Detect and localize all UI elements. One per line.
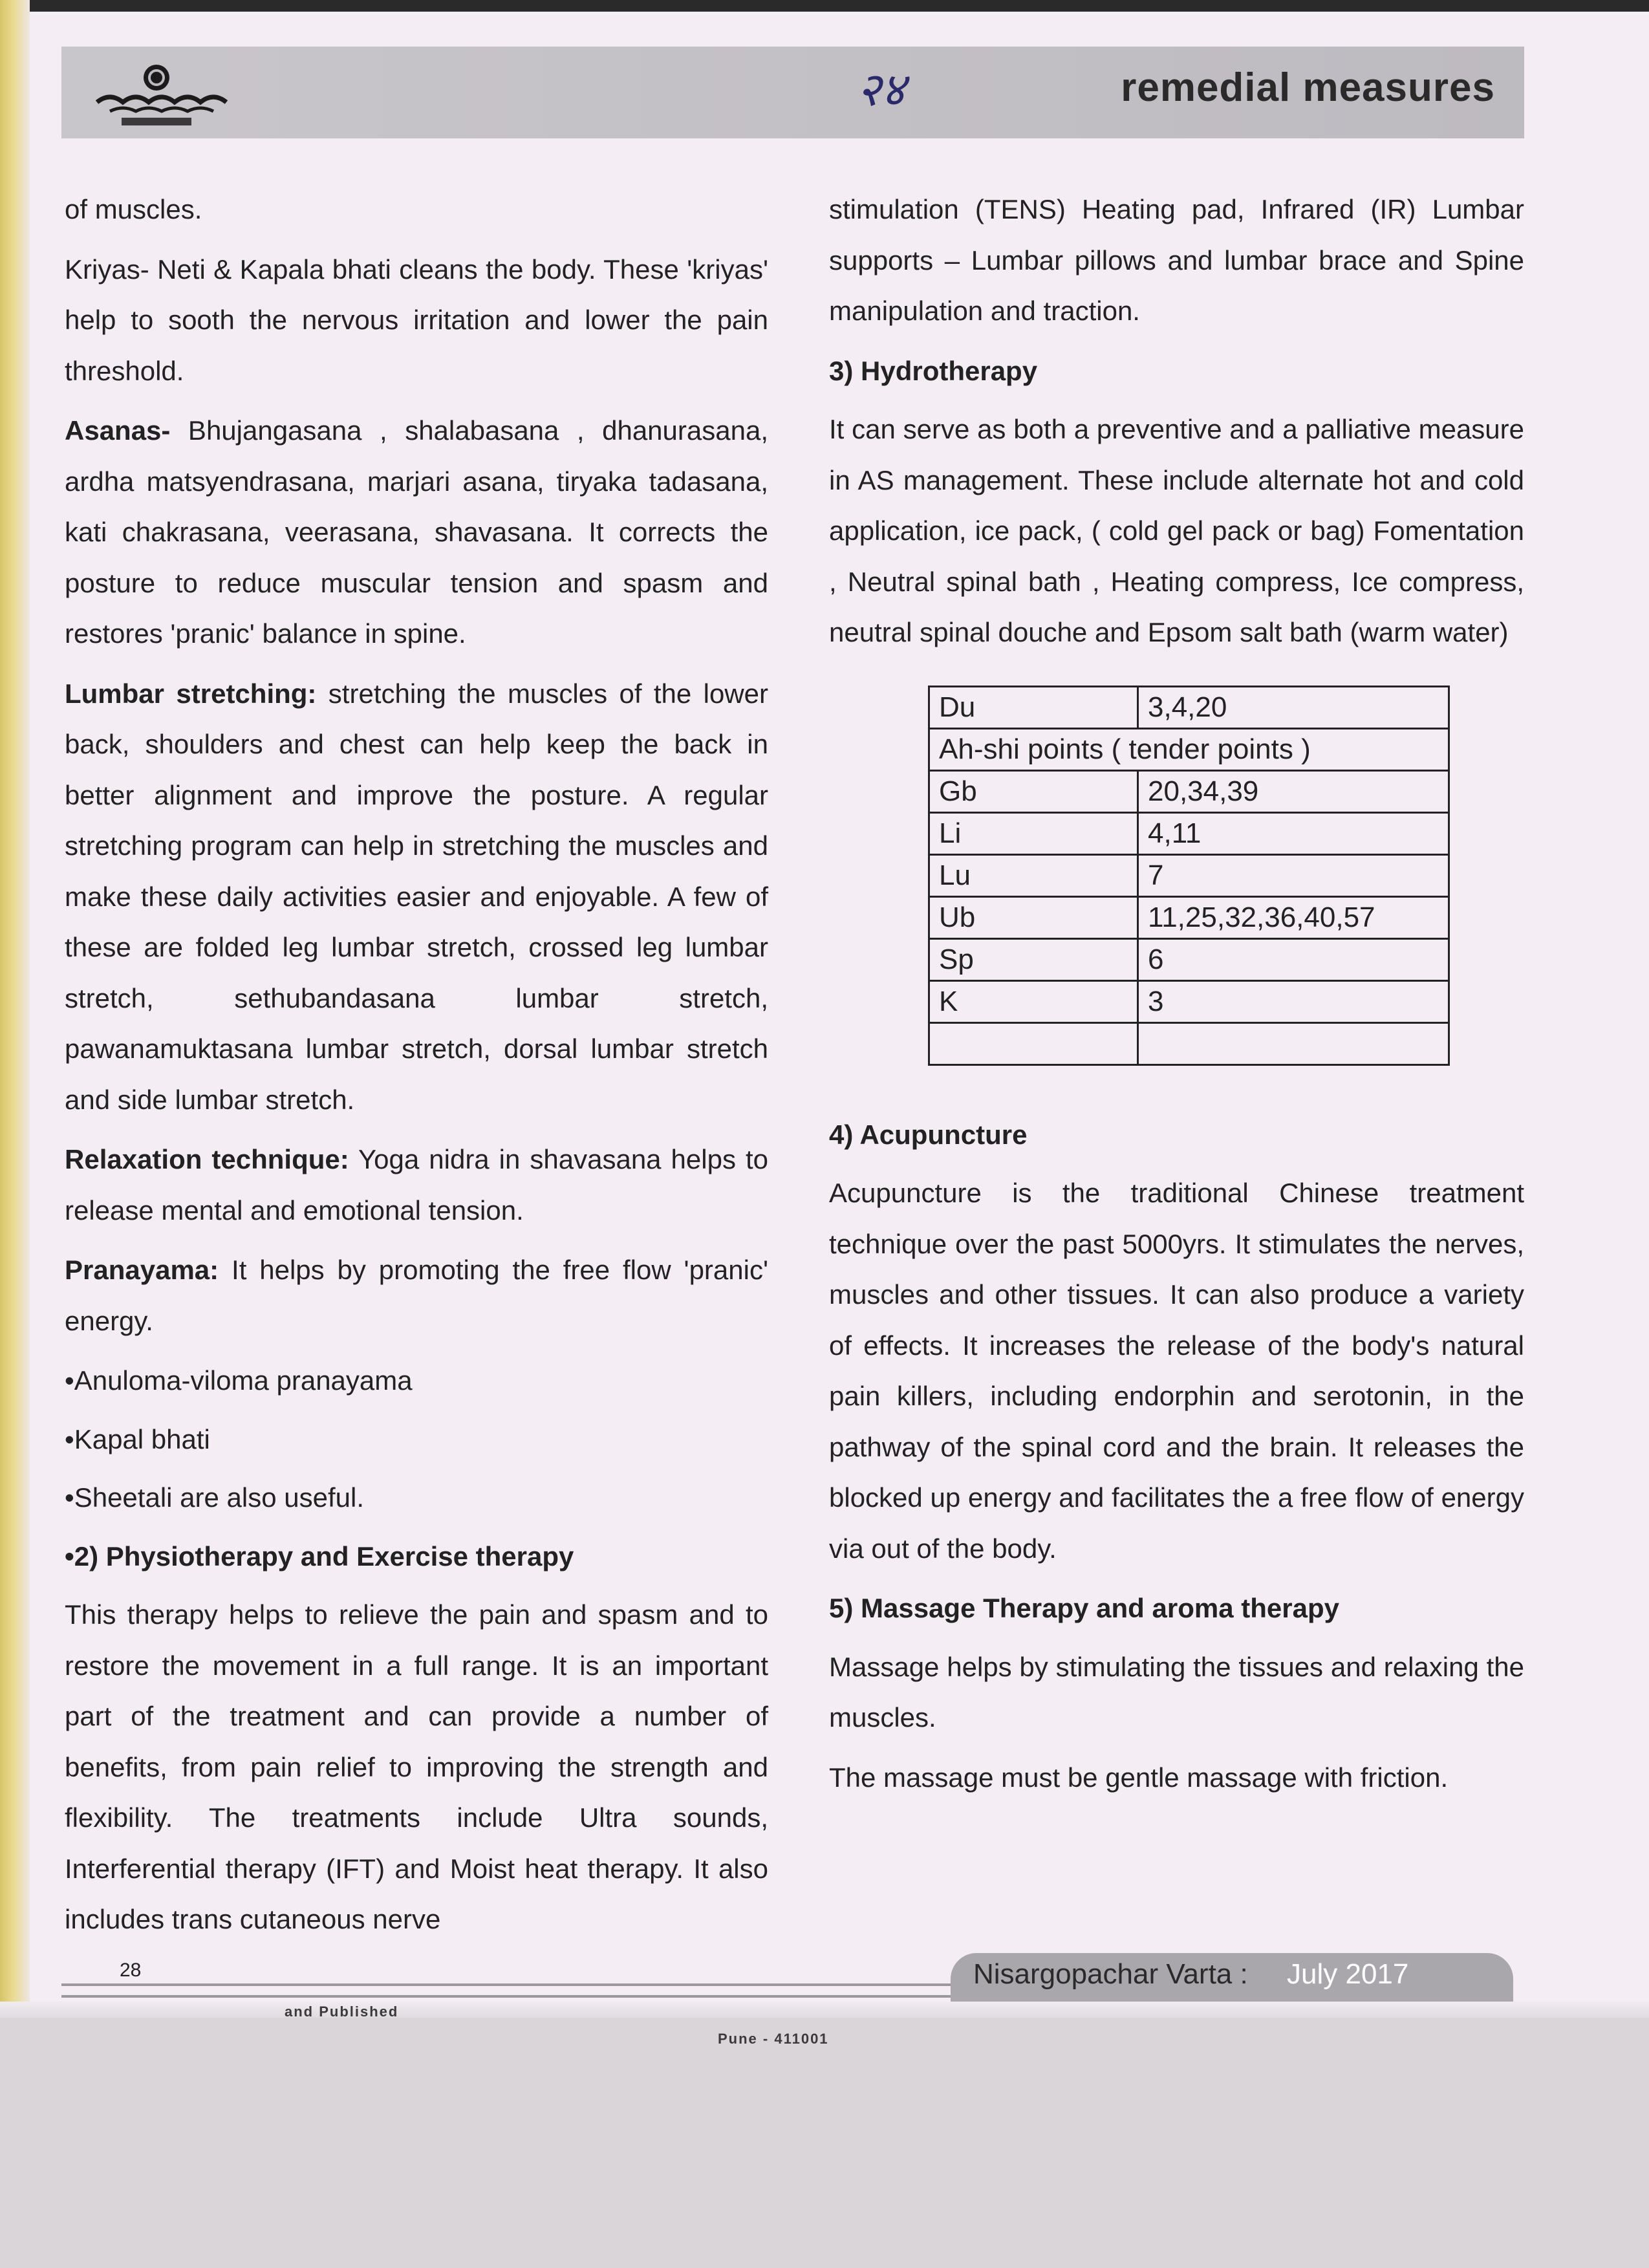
page-number: 28 xyxy=(120,1960,142,1981)
magazine-logo-icon xyxy=(84,58,239,129)
scanner-background xyxy=(0,2018,1649,2268)
physiotherapy-paragraph: This therapy helps to relieve the pain and spasm and to restore the movement in a full range. It is an important part of the treatment and can provide a number of benefits, from pain relief to improving the strength and flexibility. The treatments include Ultra sounds, Interferential therapy (IFT) and Moist heat therapy. It also includes trans cutaneous nerve xyxy=(65,1599,768,1934)
table-cell: Gb xyxy=(929,770,1138,812)
table-row xyxy=(929,938,1449,980)
table-cell: 6 xyxy=(1138,938,1449,980)
hydrotherapy-paragraph: It can serve as both a preventive and a palliative measure in AS management. These include alternate hot and cold application, ice pack, ( cold gel pack or bag) Fomentation , Neutral spinal bath , Heating compress, Ice compress, neutral spinal douche and Epsom salt bath (warm water) xyxy=(829,414,1524,647)
table-cell: 4,11 xyxy=(1138,812,1449,854)
page-top-edge xyxy=(0,0,1649,12)
table-cell: 3 xyxy=(1138,980,1449,1022)
table-row xyxy=(929,1022,1449,1064)
right-column xyxy=(829,184,1524,1812)
page-binding-edge xyxy=(0,0,30,2018)
left-column xyxy=(65,184,768,1954)
handwritten-page-mark: २४ xyxy=(857,62,905,116)
paragraph: stimulation (TENS) Heating pad, Infrared (IR) Lumbar supports – Lumbar pillows and lumbar brace and Spine manipulation and traction. xyxy=(829,194,1524,326)
table-cell: 11,25,32,36,40,57 xyxy=(1138,896,1449,938)
table-cell: Sp xyxy=(929,938,1138,980)
section-title: remedial measures xyxy=(1121,65,1495,110)
lumbar-label: Lumbar stretching: xyxy=(65,678,317,709)
page-header xyxy=(61,47,1524,138)
table-cell: Du xyxy=(929,686,1138,728)
table-cell: K xyxy=(929,980,1138,1022)
footer-magazine-name: Nisargopachar Varta : xyxy=(973,1958,1248,1990)
acupuncture-paragraph: Acupuncture is the traditional Chinese treatment technique over the past 5000yrs. It stimulates the nerves, muscles and other tissues. It can also produce a variety of effects. It increases the release of the body's natural pain killers, including endorphin and serotonin, in the pathway of the spinal cord and the brain. It releases the blocked up energy and facilitates the a free flow of energy via out of the body. xyxy=(829,1178,1524,1564)
binding-strip xyxy=(0,2002,1649,2018)
table-row xyxy=(929,728,1449,770)
table-cell: Ub xyxy=(929,896,1138,938)
relaxation-label: Relaxation technique: xyxy=(65,1144,349,1174)
table-row xyxy=(929,770,1449,812)
pranayama-label: Pranayama: xyxy=(65,1255,219,1285)
table-row xyxy=(929,812,1449,854)
bullet-item: •Anuloma-viloma pranayama xyxy=(65,1365,413,1396)
table-cell: 20,34,39 xyxy=(1138,770,1449,812)
table-row xyxy=(929,980,1449,1022)
physiotherapy-heading: •2) Physiotherapy and Exercise therapy xyxy=(65,1540,574,1571)
bleed-through-text: Pune - 411001 xyxy=(718,2031,829,2047)
table-row xyxy=(929,854,1449,896)
table-cell: 3,4,20 xyxy=(1138,686,1449,728)
bleed-through-text: and Published xyxy=(285,2003,399,2020)
relaxation-paragraph: Relaxation technique: Yoga nidra in shavasana helps to release mental and emotional tension. xyxy=(65,1144,769,1226)
table-row xyxy=(929,686,1449,728)
paragraph: Kriyas- Neti & Kapala bhati cleans the body. These 'kriyas' help to sooth the nervous irritation and lower the pain threshold. xyxy=(65,254,768,386)
table-cell: 7 xyxy=(1138,854,1449,896)
bullet-item: •Kapal bhati xyxy=(65,1423,210,1454)
bullet-item: •Sheetali are also useful. xyxy=(65,1482,364,1513)
paragraph: of muscles. xyxy=(65,194,202,224)
massage-paragraph: The massage must be gentle massage with friction. xyxy=(829,1762,1449,1793)
table-cell xyxy=(1138,1022,1449,1064)
table-row xyxy=(929,896,1449,938)
table-span-cell: Ah-shi points ( tender points ) xyxy=(929,728,1449,770)
pranayama-paragraph: Pranayama: It helps by promoting the free flow 'pranic' energy. xyxy=(65,1255,768,1336)
footer-rule xyxy=(61,1983,1002,1998)
lumbar-paragraph: Lumbar stretching: stretching the muscles of the lower back, shoulders and chest can help keep the back in better alignment and improve the posture. A regular stretching program can help in stretching the muscles and make these daily activities easier and enjoyable. A few of these are folded leg lumbar stretch, crossed leg lumbar stretch, sethubandasana lumbar stretch, pawanamuktasana lumbar stretch, dorsal lumbar stretch and side lumbar stretch. xyxy=(65,678,768,1115)
acupressure-points-table xyxy=(928,686,1450,1066)
asanas-label: Asanas- xyxy=(65,415,171,446)
footer-issue-date: July 2017 xyxy=(1287,1958,1409,1990)
asanas-paragraph: Asanas- Bhujangasana , shalabasana , dhanurasana, ardha matsyendrasana, marjari asana, tiryaka tadasana, kati chakrasana, veerasana, shavasana. It corrects the posture to reduce muscular tension and spasm and restores 'pranic' balance in spine. xyxy=(65,415,768,649)
table-cell: Lu xyxy=(929,854,1138,896)
hydrotherapy-heading: 3) Hydrotherapy xyxy=(829,355,1038,386)
table-cell xyxy=(929,1022,1138,1064)
acupuncture-heading: 4) Acupuncture xyxy=(829,1119,1028,1150)
table-cell: Li xyxy=(929,812,1138,854)
massage-paragraph: Massage helps by stimulating the tissues and relaxing the muscles. xyxy=(829,1651,1524,1733)
massage-heading: 5) Massage Therapy and aroma therapy xyxy=(829,1593,1339,1623)
